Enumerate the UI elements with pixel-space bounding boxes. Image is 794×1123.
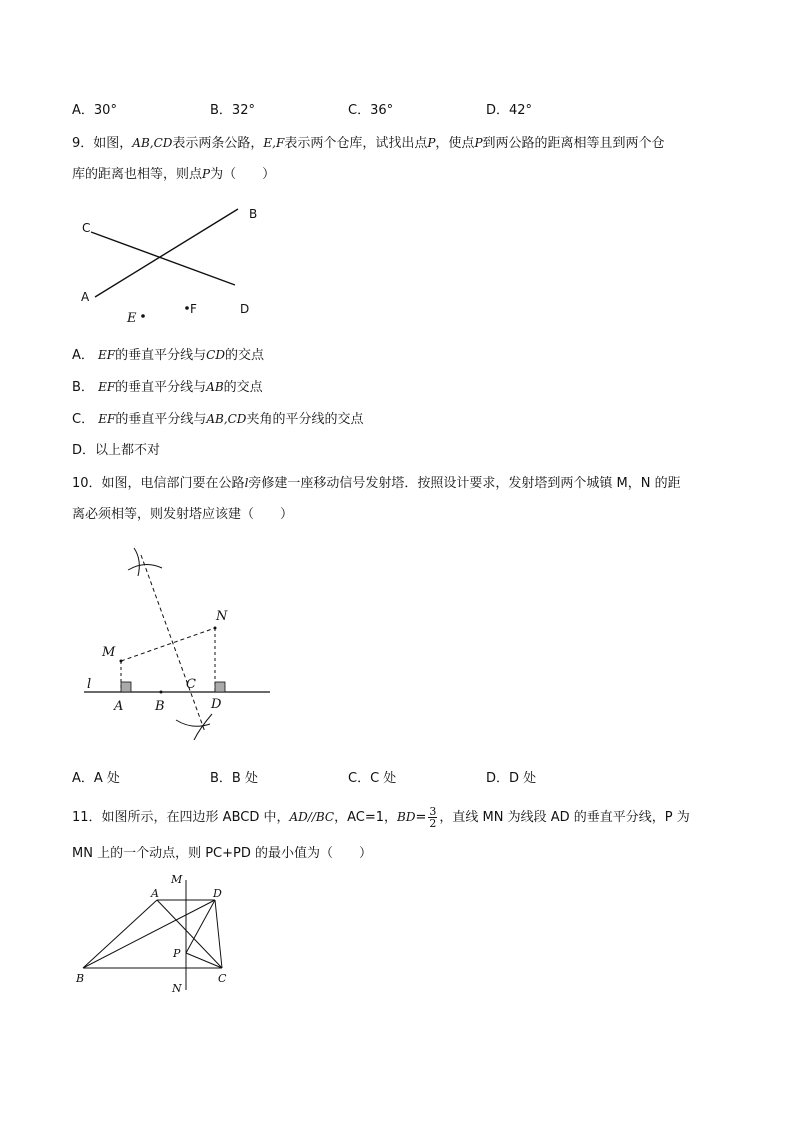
q11-stem-line1: 11．如图所示，在四边形 ABCD 中，AD//BC，AC=1，BD= $\frac{3}{2}$ ，直线 MN 为线段 AD 的垂直平分线，P 为 <box>72 805 690 830</box>
q9-label-d: D <box>240 302 250 316</box>
q10-option-c: C．C 处 <box>348 771 397 786</box>
q8-option-b: B．32° <box>210 103 255 118</box>
q11-segment-pc <box>186 953 222 968</box>
q8-option-a: A．30° <box>72 103 117 118</box>
q11-label-b: B <box>76 972 85 985</box>
q9-stem-line2: 库的距离也相等，则点P为（ ） <box>72 167 276 182</box>
q9-label-b: B <box>249 207 258 221</box>
q11-label-c: C <box>218 972 227 985</box>
q10-option-a: A．A 处 <box>72 771 120 786</box>
q9-option-d: D．以上都不对 <box>72 443 161 458</box>
q10-label-b: B <box>155 699 165 714</box>
q8-option-c: C．36° <box>348 103 394 118</box>
q11-fraction: $\frac{3}{2}$ <box>429 805 437 830</box>
q11-label-p: P <box>173 947 181 960</box>
q11-segment-ac <box>157 900 222 968</box>
q11-label-a: A <box>151 887 159 900</box>
q11-stem-line2: MN 上的一个动点，则 PC+PD 的最小值为（ ） <box>72 846 372 861</box>
q9-label-a: A <box>81 290 90 304</box>
q11-label-n: N <box>172 982 182 995</box>
q10-stem-line2: 离必须相等，则发射塔应该建（ ） <box>72 507 294 522</box>
q11-label-m: M <box>171 873 183 886</box>
q9-option-b: B． EF的垂直平分线与AB的交点 <box>72 380 263 395</box>
q11-segment-dc <box>215 900 222 968</box>
q10-label-c: C <box>186 677 196 692</box>
q10-stem-line1: 10．如图，电信部门要在公路l旁修建一座移动信号发射塔．按照设计要求，发射塔到两个城镇 M，N 的距 <box>72 476 681 491</box>
q9-label-f: F <box>190 302 197 316</box>
q8-option-d: D．42° <box>486 103 533 118</box>
q9-stem-line1: 9．如图，AB,CD表示两条公路，E,F表示两个仓库，试找出点P，使点P到两公路的距离相等且到两个仓 <box>72 136 665 151</box>
q9-label-c: C <box>82 221 91 235</box>
q10-label-a: A <box>114 699 124 714</box>
q9-option-c: C． EF的垂直平分线与AB,CD夹角的平分线的交点 <box>72 412 364 427</box>
q11-segment-ab <box>83 900 157 968</box>
q11-label-d: D <box>213 887 222 900</box>
q10-label-l: l <box>87 677 92 692</box>
q10-option-d: D．D 处 <box>486 771 537 786</box>
q10-label-n: N <box>216 609 228 624</box>
q10-option-b: B．B 处 <box>210 771 258 786</box>
q9-option-a: A． EF的垂直平分线与CD的交点 <box>72 348 264 363</box>
q10-label-d: D <box>211 697 222 712</box>
q9-label-e: E <box>127 311 137 326</box>
q10-label-m: M <box>102 645 116 660</box>
q11-segment-bd <box>83 900 215 968</box>
